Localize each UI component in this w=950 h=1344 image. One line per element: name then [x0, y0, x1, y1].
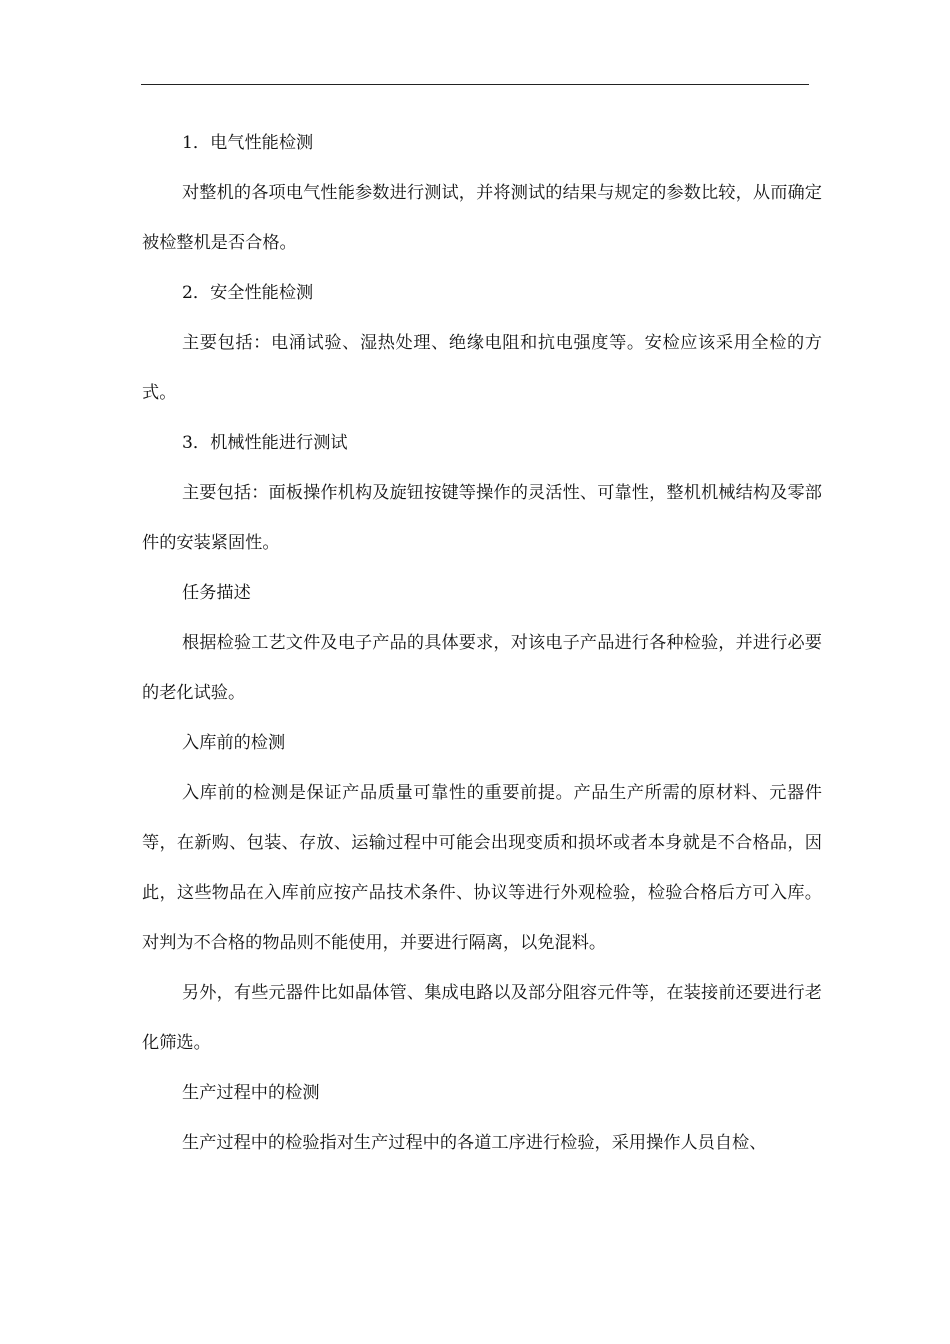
heading-production-inspection: 生产过程中的检测 — [182, 1083, 320, 1103]
heading-safety-performance: 2．安全性能检测 — [182, 283, 314, 303]
paragraph-task-description: 根据检验工艺文件及电子产品的具体要求，对该电子产品进行各种检验，并进行必要的老化试验。 — [142, 633, 822, 703]
heading-pre-storage-inspection: 入库前的检测 — [182, 733, 286, 753]
heading-mechanical-performance: 3．机械性能进行测试 — [182, 433, 348, 453]
header-rule — [141, 84, 809, 85]
paragraph-pre-storage-inspection: 入库前的检测是保证产品质量可靠性的重要前提。产品生产所需的原材料、元器件等，在新购、包装、存放、运输过程中可能会出现变质和损坏或者本身就是不合格品，因此，这些物品在入库前应按产品技术条件、协议等进行外观检验，检验合格后方可入库。对判为不合格的物品则不能使用，并要进行隔离，以免混料。 — [142, 783, 822, 953]
paragraph-aging-screening: 另外，有些元器件比如晶体管、集成电路以及部分阻容元件等，在装接前还要进行老化筛选。 — [142, 983, 822, 1053]
paragraph-safety-performance: 主要包括：电涌试验、湿热处理、绝缘电阻和抗电强度等。安检应该采用全检的方式。 — [142, 333, 822, 403]
paragraph-mechanical-performance: 主要包括：面板操作机构及旋钮按键等操作的灵活性、可靠性，整机机械结构及零部件的安装紧固性。 — [142, 483, 822, 553]
document-body — [142, 118, 822, 1168]
heading-electrical-performance: 1．电气性能检测 — [182, 133, 314, 153]
paragraph-production-inspection: 生产过程中的检验指对生产过程中的各道工序进行检验，采用操作人员自检、 — [182, 1133, 767, 1153]
heading-task-description: 任务描述 — [182, 583, 251, 603]
paragraph-electrical-performance: 对整机的各项电气性能参数进行测试，并将测试的结果与规定的参数比较，从而确定被检整机是否合格。 — [142, 183, 822, 253]
